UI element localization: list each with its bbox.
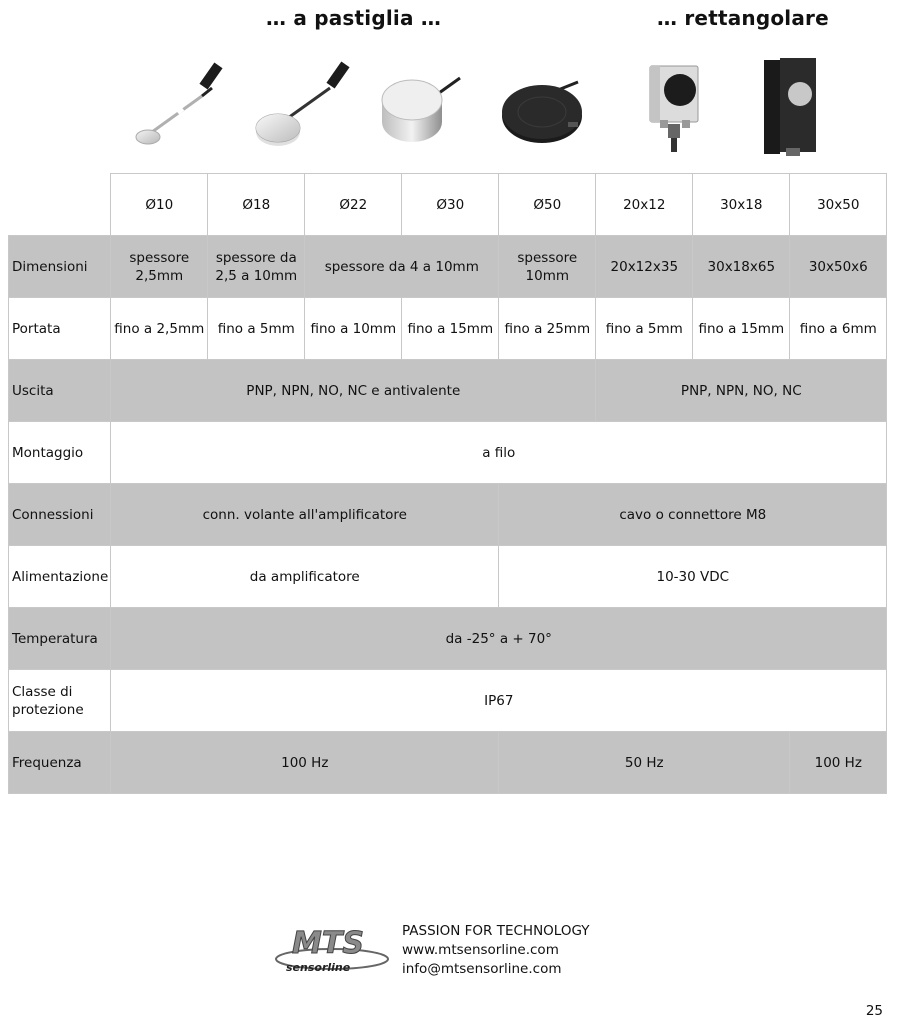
footer-website-link[interactable]: www.mtsensorline.com [402,942,559,958]
sensor-20x12-image [642,62,704,156]
row-label: Classe di protezione [9,670,111,732]
cell: da -25° a + 70° [111,608,887,670]
cell: fino a 10mm [305,298,402,360]
logo-subtext: sensorline [286,961,351,974]
sensor-d22-image [372,70,464,152]
row-classe [9,670,887,732]
sensor-d18-image [248,58,358,150]
cell: 10-30 VDC [499,546,887,608]
footer-slogan: PASSION FOR TECHNOLOGY [402,923,590,939]
cell: spessore 2,5mm [111,236,208,298]
row-connessioni [9,484,887,546]
cell: fino a 15mm [693,298,790,360]
col-header: 30x18 [693,174,790,236]
row-label: Connessioni [9,484,111,546]
row-portata [9,298,887,360]
cell: spessore 10mm [499,236,596,298]
cell: 50 Hz [499,732,790,794]
heading-pastiglia: … a pastiglia … [266,6,442,30]
cell: 30x18x65 [693,236,790,298]
page-number: 25 [865,1003,883,1019]
specification-table [8,173,887,794]
cell: a filo [111,422,887,484]
cell: fino a 6mm [790,298,887,360]
sensor-d10-image [130,58,230,150]
cell: fino a 2,5mm [111,298,208,360]
row-label: Alimentazione [9,546,111,608]
col-header: Ø22 [305,174,402,236]
cell: spessore da 4 a 10mm [305,236,499,298]
row-uscita [9,360,887,422]
row-temperatura [9,608,887,670]
sensor-30x50-image [760,54,822,160]
cell: conn. volante all'amplificatore [111,484,499,546]
row-label: Dimensioni [9,236,111,298]
cell: 20x12x35 [596,236,693,298]
row-label: Uscita [9,360,111,422]
col-header: Ø30 [402,174,499,236]
row-alimentazione [9,546,887,608]
col-header: 30x50 [790,174,887,236]
footer-email-link[interactable]: info@mtsensorline.com [402,961,562,977]
corner-cell [9,174,111,236]
row-dimensioni [9,236,887,298]
row-frequenza [9,732,887,794]
header-row [9,174,887,236]
cell: spessore da 2,5 a 10mm [208,236,305,298]
cell: fino a 5mm [596,298,693,360]
col-header: Ø50 [499,174,596,236]
cell: 30x50x6 [790,236,887,298]
cell: fino a 25mm [499,298,596,360]
sensor-d30-image [498,72,590,148]
cell: fino a 15mm [402,298,499,360]
heading-rettangolare: … rettangolare [657,6,829,30]
row-montaggio [9,422,887,484]
cell: cavo o connettore M8 [499,484,887,546]
cell: IP67 [111,670,887,732]
col-header: Ø10 [111,174,208,236]
row-label: Portata [9,298,111,360]
logo-text: MTS [292,926,364,961]
col-header: 20x12 [596,174,693,236]
cell: PNP, NPN, NO, NC [596,360,887,422]
col-header: Ø18 [208,174,305,236]
footer-contact [402,922,590,979]
cell: 100 Hz [790,732,887,794]
row-label: Frequenza [9,732,111,794]
cell: da amplificatore [111,546,499,608]
cell: 100 Hz [111,732,499,794]
cell: PNP, NPN, NO, NC e antivalente [111,360,596,422]
row-label: Montaggio [9,422,111,484]
row-label: Temperatura [9,608,111,670]
cell: fino a 5mm [208,298,305,360]
mts-sensorline-logo [274,925,392,975]
